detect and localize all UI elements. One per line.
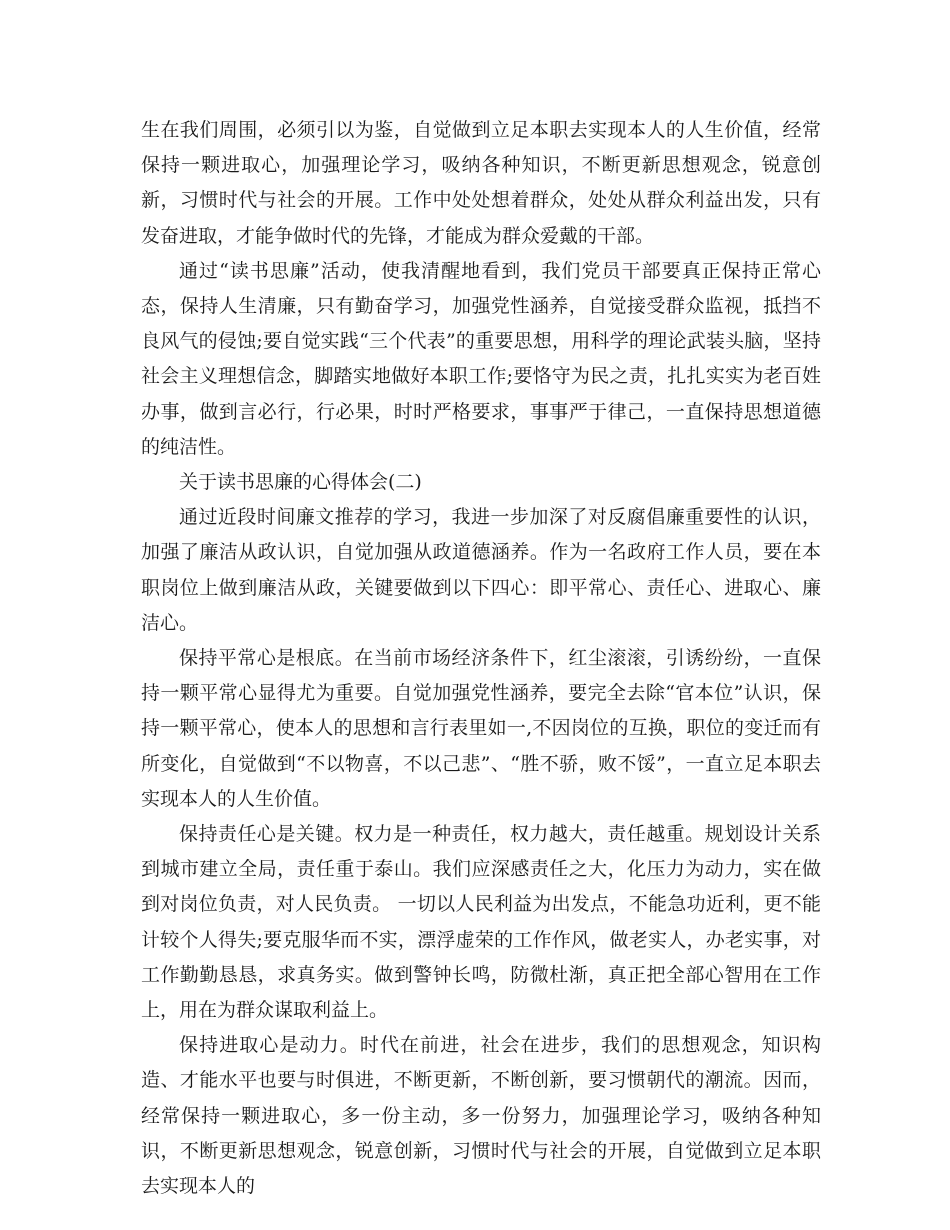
paragraph-5: 保持责任心是关键。权力是一种责任，权力越大，责任越重。规划设计关系到城市建立全局，责任重于泰山。我们应深感责任之大，化压力为动力，实在做到对岗位负责，对人民负责。 一切以人民利益为出发点，不能急功近利，更不能计较个人得失;要克服华而不实，漂浮虚荣的工作作风，做老实人，办老实事，对工作勤勤恳恳，求真务实。做到警钟长鸣，防微杜渐，真正把全部心智用在工作上，用在为群众谋取利益上。 (141, 823, 821, 1022)
section-heading: 关于读书思廉的心得体会(二) (179, 471, 422, 494)
paragraph-1: 生在我们周围，必须引以为鉴，自觉做到立足本职去实现本人的人生价值，经常保持一颗进取心，加强理论学习，吸纳各种知识，不断更新思想观念，锐意创新，习惯时代与社会的开展。工作中处处想着群众，处处从群众利益出发，只有发奋进取，才能争做时代的先锋，才能成为群众爱戴的干部。 (141, 119, 821, 247)
paragraph-3: 通过近段时间廉文推荐的学习，我进一步加深了对反腐倡廉重要性的认识，加强了廉洁从政认识，自觉加强从政道德涵养。作为一名政府工作人员，要在本职岗位上做到廉洁从政，关键要做到以下四心：即平常心、责任心、进取心、廉洁心。 (141, 506, 821, 634)
paragraph-2: 通过“读书思廉”活动，使我清醒地看到，我们党员干部要真正保持正常心态，保持人生清廉，只有勤奋学习，加强党性涵养，自觉接受群众监视，抵挡不良风气的侵蚀;要自觉实践“三个代表”的重要思想，用科学的理论武装头脑，坚持社会主义理想信念，脚踏实地做好本职工作;要恪守为民之责，扎扎实实为老百姓办事，做到言必行，行必果，时时严格要求，事事严于律己，一直保持思想道德的纯洁性。 (141, 259, 821, 458)
document-body (141, 113, 821, 1204)
paragraph-4: 保持平常心是根底。在当前市场经济条件下，红尘滚滚，引诱纷纷，一直保持一颗平常心显得尤为重要。自觉加强党性涵养，要完全去除“官本位”认识，保持一颗平常心，使本人的思想和言行表里如一,不因岗位的互换，职位的变迁而有所变化，自觉做到“不以物喜，不以己悲”、“胜不骄，败不馁”，一直立足本职去实现本人的人生价值。 (141, 647, 821, 810)
paragraph-6: 保持进取心是动力。时代在前进，社会在进步，我们的思想观念，知识构造、才能水平也要与时俱进，不断更新，不断创新，要习惯朝代的潮流。因而，经常保持一颗进取心，多一份主动，多一份努力，加强理论学习，吸纳各种知识，不断更新思想观念，锐意创新，习惯时代与社会的开展，自觉做到立足本职去实现本人的 (141, 1034, 821, 1198)
